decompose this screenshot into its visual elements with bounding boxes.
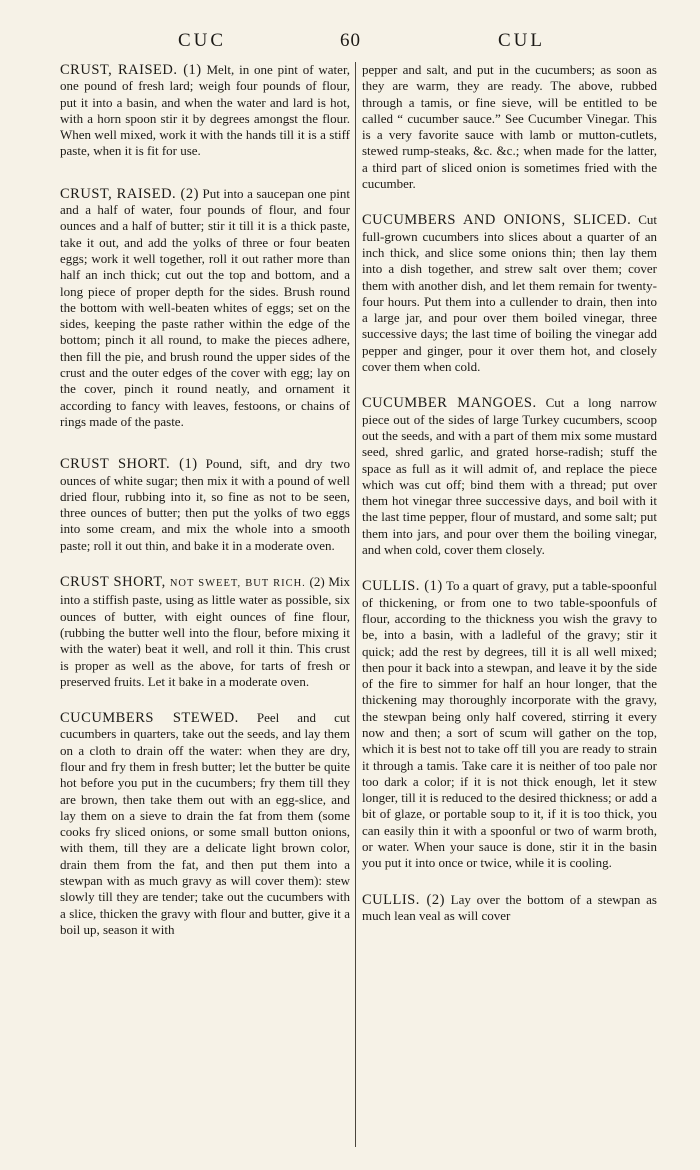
- recipe-heading: CUCUMBERS STEWED.: [60, 710, 239, 727]
- recipe-cullis-1: [362, 578, 657, 871]
- recipe-body: pepper and salt, and put in the cucumbers; as soon as they are warm, they are ready. The above, rubbed through a tamis, or fine sieve, will be entitled to be called “ cucumber sauce.” See Cucumber Vinegar. This is a very favorite sauce with lamb or mutton-cutlets, stewed rump-steaks, &c. &c.; when made for the latter, a third part of sliced onion is sometimes fried with the cucumber.: [362, 62, 657, 192]
- entry-spacer: [60, 554, 350, 574]
- entry-spacer: [60, 160, 350, 186]
- recipe-heading: CRUST SHORT,: [60, 574, 166, 591]
- recipe-body: Lay over the bottom of a stewpan as much lean veal as will cover: [362, 891, 657, 923]
- recipe-cucumber-mangoes: [362, 395, 657, 558]
- left-column: [60, 62, 350, 938]
- right-column: [362, 62, 657, 924]
- recipe-body: Peel and cut cucumbers in quarters, take out the seeds, and lay them on a cloth to drain off the water: when they are dry, flour and fry them in fresh butter; let the butter be quite hot before you put in the cucumbers; fry them till they are brown, then take them out with an egg-slice, and lay them on a sieve to drain the fat from them (some cooks fry sliced onions, or some small button onions, with them, till they are a delicate light brown color, drain them from the fat, and then put them into a stewpan with as much gravy as will cover them): stew slowly till they are tender; take out the cucumbers with a slice, thicken the gravy with flour and butter, give it a boil up, season it with: [60, 710, 350, 937]
- recipe-heading: CULLIS. (1): [362, 578, 443, 595]
- recipe-subheading: NOT SWEET, BUT RICH.: [165, 578, 306, 590]
- recipe-cucumbers-and-onions: [362, 212, 657, 375]
- recipe-body: Cut a long narrow piece out of the sides of large Turkey cucumbers, scoop out the seeds, and with a part of them mix some mustard seed, shred garlic, and grated horse-radish; stuff the space as full as it will admit of, and replace the piece which was cut off; bind them with a thread; put over them hot vinegar three successive days, and boil with it the last time pepper, flour of mustard, and some salt; put them into jars, and pour over them the boiling vinegar, and when cold, cover them closely.: [362, 395, 657, 558]
- entry-spacer: [362, 558, 657, 578]
- recipe-heading: CUCUMBER MANGOES.: [362, 395, 537, 412]
- recipe-body: Mix into a stiffish paste, using as little water as possible, six ounces of butter, with eight ounces of fine flour, (rubbing the butter well into the flour, before mixing it with the water) beat it well, and roll it thin. This crust is proper as well as the above, for tarts of fresh or preserved fruits. Let it bake in a moderate oven.: [60, 574, 351, 689]
- recipe-body: Cut full-grown cucumbers into slices about a quarter of an inch thick, and slice some onions thin; then lay them into a dish together, and strew salt over them; cover them with another dish, and let them remain for twenty-four hours. Put them into a cullender to drain, then into a large jar, and pour over them boiled vinegar, three successive days; the last time of boiling the vinegar add pepper and ginger, pour it over them hot, and closely cover them when cold.: [362, 212, 657, 375]
- recipe-crust-raised-1: [60, 62, 350, 160]
- recipe-cullis-2: [362, 892, 657, 925]
- entry-spacer: [362, 375, 657, 395]
- entry-spacer: [60, 690, 350, 710]
- recipe-heading: CRUST SHORT. (1): [60, 456, 198, 473]
- recipe-heading: CULLIS. (2): [362, 891, 445, 908]
- recipe-body: Melt, in one pint of water, one pound of fresh lard; weigh four pounds of flour, put it into a basin, and when the water and lard is hot, with a horn spoon stir it by degrees amongst the flour. When well mixed, work it with the hands till it is a stiff paste, when it is fit for use.: [60, 62, 350, 159]
- entry-spacer: [362, 872, 657, 892]
- entry-spacer: [60, 430, 350, 456]
- entry-spacer: [362, 192, 657, 212]
- recipe-crust-short-1: [60, 456, 350, 554]
- recipe-crust-raised-2: [60, 186, 350, 430]
- recipe-body: Pound, sift, and dry two ounces of white sugar; then mix it with a pound of well dried flour, rubbing into it, so fine as not to be seen, three ounces of butter; then put the yolks of two eggs into some cream, and mix the whole into a smooth paste; roll it out thin, and bake it in a moderate oven.: [60, 456, 350, 553]
- column-divider: [355, 62, 356, 1147]
- page-header: [0, 30, 700, 56]
- recipe-heading-number: (2): [305, 574, 325, 590]
- recipe-cucumbers-stewed: [60, 710, 350, 938]
- header-right-guide-word: CUL: [498, 30, 545, 51]
- recipe-heading: CRUST, RAISED. (2): [60, 185, 199, 202]
- recipe-body: To a quart of gravy, put a table-spoonful of thickening, or from one to two table-spoonfuls of flour, according to the thickness you wish the gravy to be, into a basin, with a ladleful of the gravy; stir it quick; add the rest by degrees, till it is all well mixed; then pour it back into a stewpan, and leave it by the side of the fire to simmer for half an hour longer, that the thickening may thoroughly incorporate with the gravy, the stewpan being only half covered, stirring it every now and then; a sort of scum will gather on the top, which it is best not to take off till you are ready to strain it through a tamis. Take care it is neither of too pale nor too dark a color; if it is not thick enough, let it stew longer, till it is reduced to the desired thickness; or add a bit of glaze, or portable soup to it, if it is too thick, you can easily thin it with a spoonful or two of warm broth, or water. When your sauce is done, stir it in the basin you put it into once or twice, while it is cooling.: [362, 578, 657, 871]
- page-number: 60: [340, 30, 361, 51]
- recipe-heading: CUCUMBERS AND ONIONS, SLICED.: [362, 212, 632, 229]
- header-left-guide-word: CUC: [178, 30, 227, 51]
- recipe-heading: CRUST, RAISED. (1): [60, 62, 202, 78]
- recipe-crust-short-2: [60, 574, 350, 690]
- recipe-body: Put into a saucepan one pint and a half of water, four pounds of flour, and four ounces and a half of butter; stir it till it is a thick paste, take it out, and add the yolks of three or four beaten eggs; work it well together, roll it out rather more than half an inch thick; cut out the top and bottom, and a long piece of proper depth for the sides. Brush round the bottom with well-beaten whites of eggs; set on the sides, keeping the paste rather within the edge of the bottom; pinch it all round, to make the pieces adhere, then fill the pie, and brush round the upper sides of the crust and the outer edges of the cover with egg; lay on the cover, pinch it round neatly, and ornament it according to fancy with leaves, festoons, or chains of rings made of the paste.: [60, 185, 351, 429]
- recipe-cucumbers-stewed-continued: [362, 62, 657, 192]
